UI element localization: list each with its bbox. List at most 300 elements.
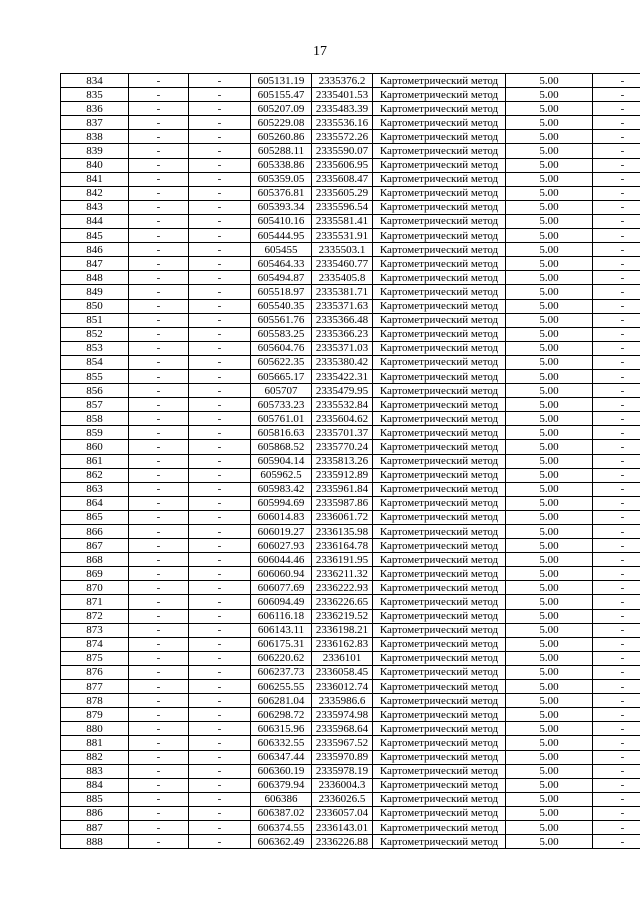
- table-row: [61, 496, 640, 510]
- point-number-cell: 883: [61, 764, 129, 778]
- method-cell: Картометрический метод: [373, 694, 506, 708]
- placeholder-cell-1: -: [129, 313, 189, 327]
- method-cell: Картометрический метод: [373, 144, 506, 158]
- table-row: [61, 271, 640, 285]
- placeholder-cell-1: -: [129, 327, 189, 341]
- coordinates-table: [60, 73, 640, 849]
- y-coordinate-cell: 2336162.83: [312, 637, 373, 651]
- accuracy-cell: 5.00: [506, 398, 593, 412]
- placeholder-cell-2: -: [189, 243, 251, 257]
- accuracy-cell: 5.00: [506, 116, 593, 130]
- placeholder-cell-2: -: [189, 158, 251, 172]
- table-row: [61, 214, 640, 228]
- point-number-cell: 866: [61, 525, 129, 539]
- method-cell: Картометрический метод: [373, 595, 506, 609]
- x-coordinate-cell: 605288.11: [251, 144, 312, 158]
- accuracy-cell: 5.00: [506, 792, 593, 806]
- method-cell: Картометрический метод: [373, 708, 506, 722]
- method-cell: Картометрический метод: [373, 581, 506, 595]
- placeholder-cell-2: -: [189, 412, 251, 426]
- x-coordinate-cell: 606175.31: [251, 637, 312, 651]
- placeholder-cell-1: -: [129, 539, 189, 553]
- accuracy-cell: 5.00: [506, 130, 593, 144]
- accuracy-cell: 5.00: [506, 722, 593, 736]
- table-row: [61, 398, 640, 412]
- y-coordinate-cell: 2335483.39: [312, 102, 373, 116]
- table-row: [61, 369, 640, 383]
- placeholder-cell-1: -: [129, 525, 189, 539]
- y-coordinate-cell: 2335596.54: [312, 200, 373, 214]
- y-coordinate-cell: 2335531.91: [312, 229, 373, 243]
- accuracy-cell: 5.00: [506, 257, 593, 271]
- point-number-cell: 840: [61, 158, 129, 172]
- table-row: [61, 778, 640, 792]
- method-cell: Картометрический метод: [373, 214, 506, 228]
- point-number-cell: 848: [61, 271, 129, 285]
- accuracy-cell: 5.00: [506, 835, 593, 849]
- x-coordinate-cell: 605207.09: [251, 102, 312, 116]
- table-row: [61, 468, 640, 482]
- point-number-cell: 839: [61, 144, 129, 158]
- placeholder-cell-3: -: [593, 426, 640, 440]
- method-cell: Картометрический метод: [373, 835, 506, 849]
- placeholder-cell-3: -: [593, 214, 640, 228]
- y-coordinate-cell: 2335604.62: [312, 412, 373, 426]
- x-coordinate-cell: 605359.05: [251, 172, 312, 186]
- method-cell: Картометрический метод: [373, 186, 506, 200]
- x-coordinate-cell: 605455: [251, 243, 312, 257]
- placeholder-cell-3: -: [593, 750, 640, 764]
- placeholder-cell-2: -: [189, 172, 251, 186]
- method-cell: Картометрический метод: [373, 680, 506, 694]
- y-coordinate-cell: 2336058.45: [312, 665, 373, 679]
- placeholder-cell-3: -: [593, 468, 640, 482]
- accuracy-cell: 5.00: [506, 806, 593, 820]
- placeholder-cell-1: -: [129, 581, 189, 595]
- placeholder-cell-3: -: [593, 454, 640, 468]
- y-coordinate-cell: 2336226.88: [312, 835, 373, 849]
- y-coordinate-cell: 2336219.52: [312, 609, 373, 623]
- placeholder-cell-3: -: [593, 172, 640, 186]
- placeholder-cell-3: -: [593, 130, 640, 144]
- placeholder-cell-1: -: [129, 835, 189, 849]
- method-cell: Картометрический метод: [373, 468, 506, 482]
- accuracy-cell: 5.00: [506, 510, 593, 524]
- placeholder-cell-3: -: [593, 722, 640, 736]
- placeholder-cell-2: -: [189, 313, 251, 327]
- x-coordinate-cell: 605994.69: [251, 496, 312, 510]
- placeholder-cell-1: -: [129, 426, 189, 440]
- y-coordinate-cell: 2336004.3: [312, 778, 373, 792]
- accuracy-cell: 5.00: [506, 651, 593, 665]
- method-cell: Картометрический метод: [373, 158, 506, 172]
- placeholder-cell-1: -: [129, 482, 189, 496]
- page-number: 17: [313, 44, 327, 59]
- placeholder-cell-1: -: [129, 680, 189, 694]
- table-row: [61, 412, 640, 426]
- table-row: [61, 525, 640, 539]
- y-coordinate-cell: 2335371.03: [312, 341, 373, 355]
- placeholder-cell-2: -: [189, 835, 251, 849]
- y-coordinate-cell: 2335974.98: [312, 708, 373, 722]
- point-number-cell: 871: [61, 595, 129, 609]
- x-coordinate-cell: 605444.95: [251, 229, 312, 243]
- point-number-cell: 870: [61, 581, 129, 595]
- x-coordinate-cell: 606362.49: [251, 835, 312, 849]
- placeholder-cell-2: -: [189, 539, 251, 553]
- point-number-cell: 836: [61, 102, 129, 116]
- method-cell: Картометрический метод: [373, 764, 506, 778]
- y-coordinate-cell: 2335581.41: [312, 214, 373, 228]
- accuracy-cell: 5.00: [506, 172, 593, 186]
- point-number-cell: 845: [61, 229, 129, 243]
- table-row: [61, 186, 640, 200]
- placeholder-cell-1: -: [129, 510, 189, 524]
- placeholder-cell-2: -: [189, 144, 251, 158]
- x-coordinate-cell: 605518.97: [251, 285, 312, 299]
- table-row: [61, 440, 640, 454]
- placeholder-cell-3: -: [593, 680, 640, 694]
- placeholder-cell-3: -: [593, 74, 640, 88]
- x-coordinate-cell: 605410.16: [251, 214, 312, 228]
- x-coordinate-cell: 605338.86: [251, 158, 312, 172]
- coordinates-table-body: [61, 74, 640, 849]
- table-row: [61, 299, 640, 313]
- x-coordinate-cell: 605155.47: [251, 88, 312, 102]
- point-number-cell: 841: [61, 172, 129, 186]
- y-coordinate-cell: 2335572.26: [312, 130, 373, 144]
- placeholder-cell-3: -: [593, 764, 640, 778]
- y-coordinate-cell: 2336057.04: [312, 806, 373, 820]
- y-coordinate-cell: 2335503.1: [312, 243, 373, 257]
- placeholder-cell-2: -: [189, 806, 251, 820]
- placeholder-cell-3: -: [593, 384, 640, 398]
- accuracy-cell: 5.00: [506, 567, 593, 581]
- table-row: [61, 581, 640, 595]
- x-coordinate-cell: 605583.25: [251, 327, 312, 341]
- x-coordinate-cell: 605131.19: [251, 74, 312, 88]
- table-row: [61, 285, 640, 299]
- accuracy-cell: 5.00: [506, 764, 593, 778]
- y-coordinate-cell: 2335405.8: [312, 271, 373, 285]
- placeholder-cell-2: -: [189, 665, 251, 679]
- placeholder-cell-2: -: [189, 468, 251, 482]
- placeholder-cell-2: -: [189, 355, 251, 369]
- placeholder-cell-3: -: [593, 271, 640, 285]
- x-coordinate-cell: 605464.33: [251, 257, 312, 271]
- x-coordinate-cell: 606332.55: [251, 736, 312, 750]
- y-coordinate-cell: 2335605.29: [312, 186, 373, 200]
- placeholder-cell-1: -: [129, 355, 189, 369]
- y-coordinate-cell: 2335967.52: [312, 736, 373, 750]
- placeholder-cell-1: -: [129, 74, 189, 88]
- accuracy-cell: 5.00: [506, 299, 593, 313]
- point-number-cell: 881: [61, 736, 129, 750]
- placeholder-cell-2: -: [189, 680, 251, 694]
- method-cell: Картометрический метод: [373, 750, 506, 764]
- table-row: [61, 243, 640, 257]
- placeholder-cell-1: -: [129, 144, 189, 158]
- point-number-cell: 859: [61, 426, 129, 440]
- x-coordinate-cell: 606281.04: [251, 694, 312, 708]
- table-row: [61, 116, 640, 130]
- placeholder-cell-2: -: [189, 369, 251, 383]
- placeholder-cell-2: -: [189, 88, 251, 102]
- point-number-cell: 885: [61, 792, 129, 806]
- method-cell: Картометрический метод: [373, 623, 506, 637]
- placeholder-cell-2: -: [189, 510, 251, 524]
- placeholder-cell-1: -: [129, 764, 189, 778]
- placeholder-cell-2: -: [189, 214, 251, 228]
- accuracy-cell: 5.00: [506, 595, 593, 609]
- placeholder-cell-2: -: [189, 764, 251, 778]
- point-number-cell: 863: [61, 482, 129, 496]
- placeholder-cell-3: -: [593, 525, 640, 539]
- accuracy-cell: 5.00: [506, 778, 593, 792]
- table-row: [61, 623, 640, 637]
- placeholder-cell-2: -: [189, 496, 251, 510]
- method-cell: Картометрический метод: [373, 412, 506, 426]
- placeholder-cell-1: -: [129, 595, 189, 609]
- table-row: [61, 172, 640, 186]
- placeholder-cell-2: -: [189, 525, 251, 539]
- placeholder-cell-3: -: [593, 398, 640, 412]
- placeholder-cell-3: -: [593, 736, 640, 750]
- y-coordinate-cell: 2336061.72: [312, 510, 373, 524]
- accuracy-cell: 5.00: [506, 243, 593, 257]
- method-cell: Картометрический метод: [373, 243, 506, 257]
- method-cell: Картометрический метод: [373, 820, 506, 834]
- point-number-cell: 853: [61, 341, 129, 355]
- placeholder-cell-2: -: [189, 609, 251, 623]
- placeholder-cell-1: -: [129, 116, 189, 130]
- point-number-cell: 888: [61, 835, 129, 849]
- y-coordinate-cell: 2335532.84: [312, 398, 373, 412]
- placeholder-cell-2: -: [189, 651, 251, 665]
- method-cell: Картометрический метод: [373, 299, 506, 313]
- placeholder-cell-2: -: [189, 327, 251, 341]
- point-number-cell: 878: [61, 694, 129, 708]
- y-coordinate-cell: 2335381.71: [312, 285, 373, 299]
- placeholder-cell-2: -: [189, 341, 251, 355]
- placeholder-cell-3: -: [593, 341, 640, 355]
- method-cell: Картометрический метод: [373, 130, 506, 144]
- placeholder-cell-3: -: [593, 567, 640, 581]
- placeholder-cell-3: -: [593, 820, 640, 834]
- method-cell: Картометрический метод: [373, 229, 506, 243]
- accuracy-cell: 5.00: [506, 694, 593, 708]
- y-coordinate-cell: 2336198.21: [312, 623, 373, 637]
- placeholder-cell-1: -: [129, 567, 189, 581]
- method-cell: Картометрический метод: [373, 257, 506, 271]
- table-row: [61, 722, 640, 736]
- table-row: [61, 257, 640, 271]
- placeholder-cell-1: -: [129, 553, 189, 567]
- placeholder-cell-3: -: [593, 116, 640, 130]
- x-coordinate-cell: 605868.52: [251, 440, 312, 454]
- placeholder-cell-3: -: [593, 440, 640, 454]
- accuracy-cell: 5.00: [506, 440, 593, 454]
- accuracy-cell: 5.00: [506, 553, 593, 567]
- y-coordinate-cell: 2335968.64: [312, 722, 373, 736]
- accuracy-cell: 5.00: [506, 468, 593, 482]
- point-number-cell: 872: [61, 609, 129, 623]
- y-coordinate-cell: 2336012.74: [312, 680, 373, 694]
- table-row: [61, 158, 640, 172]
- accuracy-cell: 5.00: [506, 680, 593, 694]
- table-row: [61, 835, 640, 849]
- point-number-cell: 880: [61, 722, 129, 736]
- y-coordinate-cell: 2336226.65: [312, 595, 373, 609]
- point-number-cell: 882: [61, 750, 129, 764]
- placeholder-cell-3: -: [593, 609, 640, 623]
- placeholder-cell-1: -: [129, 243, 189, 257]
- accuracy-cell: 5.00: [506, 665, 593, 679]
- method-cell: Картометрический метод: [373, 496, 506, 510]
- y-coordinate-cell: 2335371.63: [312, 299, 373, 313]
- method-cell: Картометрический метод: [373, 384, 506, 398]
- placeholder-cell-3: -: [593, 539, 640, 553]
- placeholder-cell-1: -: [129, 694, 189, 708]
- method-cell: Картометрический метод: [373, 355, 506, 369]
- table-row: [61, 229, 640, 243]
- y-coordinate-cell: 2335770.24: [312, 440, 373, 454]
- placeholder-cell-1: -: [129, 623, 189, 637]
- table-row: [61, 341, 640, 355]
- accuracy-cell: 5.00: [506, 229, 593, 243]
- x-coordinate-cell: 605393.34: [251, 200, 312, 214]
- x-coordinate-cell: 606374.55: [251, 820, 312, 834]
- accuracy-cell: 5.00: [506, 271, 593, 285]
- table-row: [61, 482, 640, 496]
- point-number-cell: 837: [61, 116, 129, 130]
- y-coordinate-cell: 2335606.95: [312, 158, 373, 172]
- placeholder-cell-1: -: [129, 637, 189, 651]
- placeholder-cell-3: -: [593, 257, 640, 271]
- placeholder-cell-2: -: [189, 581, 251, 595]
- accuracy-cell: 5.00: [506, 581, 593, 595]
- placeholder-cell-1: -: [129, 172, 189, 186]
- accuracy-cell: 5.00: [506, 482, 593, 496]
- x-coordinate-cell: 605707: [251, 384, 312, 398]
- placeholder-cell-1: -: [129, 454, 189, 468]
- point-number-cell: 873: [61, 623, 129, 637]
- accuracy-cell: 5.00: [506, 74, 593, 88]
- placeholder-cell-3: -: [593, 806, 640, 820]
- placeholder-cell-3: -: [593, 835, 640, 849]
- accuracy-cell: 5.00: [506, 102, 593, 116]
- accuracy-cell: 5.00: [506, 186, 593, 200]
- placeholder-cell-2: -: [189, 722, 251, 736]
- x-coordinate-cell: 605733.23: [251, 398, 312, 412]
- y-coordinate-cell: 2335970.89: [312, 750, 373, 764]
- placeholder-cell-2: -: [189, 482, 251, 496]
- method-cell: Картометрический метод: [373, 482, 506, 496]
- table-row: [61, 539, 640, 553]
- accuracy-cell: 5.00: [506, 214, 593, 228]
- placeholder-cell-2: -: [189, 792, 251, 806]
- placeholder-cell-1: -: [129, 214, 189, 228]
- table-row: [61, 426, 640, 440]
- table-row: [61, 694, 640, 708]
- point-number-cell: 851: [61, 313, 129, 327]
- table-row: [61, 384, 640, 398]
- method-cell: Картометрический метод: [373, 271, 506, 285]
- table-row: [61, 736, 640, 750]
- placeholder-cell-2: -: [189, 708, 251, 722]
- placeholder-cell-3: -: [593, 313, 640, 327]
- point-number-cell: 838: [61, 130, 129, 144]
- method-cell: Картометрический метод: [373, 539, 506, 553]
- placeholder-cell-3: -: [593, 778, 640, 792]
- point-number-cell: 876: [61, 665, 129, 679]
- y-coordinate-cell: 2336211.32: [312, 567, 373, 581]
- placeholder-cell-1: -: [129, 708, 189, 722]
- accuracy-cell: 5.00: [506, 313, 593, 327]
- x-coordinate-cell: 605229.08: [251, 116, 312, 130]
- placeholder-cell-1: -: [129, 88, 189, 102]
- placeholder-cell-2: -: [189, 102, 251, 116]
- method-cell: Картометрический метод: [373, 567, 506, 581]
- placeholder-cell-2: -: [189, 229, 251, 243]
- point-number-cell: 858: [61, 412, 129, 426]
- point-number-cell: 842: [61, 186, 129, 200]
- placeholder-cell-3: -: [593, 708, 640, 722]
- x-coordinate-cell: 606315.96: [251, 722, 312, 736]
- table-row: [61, 665, 640, 679]
- table-row: [61, 680, 640, 694]
- accuracy-cell: 5.00: [506, 820, 593, 834]
- placeholder-cell-3: -: [593, 581, 640, 595]
- y-coordinate-cell: 2335986.6: [312, 694, 373, 708]
- point-number-cell: 854: [61, 355, 129, 369]
- y-coordinate-cell: 2336101: [312, 651, 373, 665]
- table-row: [61, 651, 640, 665]
- table-row: [61, 820, 640, 834]
- table-row: [61, 806, 640, 820]
- point-number-cell: 867: [61, 539, 129, 553]
- y-coordinate-cell: 2335380.42: [312, 355, 373, 369]
- x-coordinate-cell: 606387.02: [251, 806, 312, 820]
- y-coordinate-cell: 2335961.84: [312, 482, 373, 496]
- method-cell: Картометрический метод: [373, 74, 506, 88]
- accuracy-cell: 5.00: [506, 200, 593, 214]
- placeholder-cell-1: -: [129, 285, 189, 299]
- accuracy-cell: 5.00: [506, 426, 593, 440]
- method-cell: Картометрический метод: [373, 722, 506, 736]
- placeholder-cell-1: -: [129, 440, 189, 454]
- placeholder-cell-2: -: [189, 736, 251, 750]
- method-cell: Картометрический метод: [373, 172, 506, 186]
- y-coordinate-cell: 2336191.95: [312, 553, 373, 567]
- y-coordinate-cell: 2335366.48: [312, 313, 373, 327]
- table-row: [61, 708, 640, 722]
- placeholder-cell-2: -: [189, 778, 251, 792]
- point-number-cell: 849: [61, 285, 129, 299]
- point-number-cell: 860: [61, 440, 129, 454]
- placeholder-cell-1: -: [129, 609, 189, 623]
- placeholder-cell-1: -: [129, 229, 189, 243]
- method-cell: Картометрический метод: [373, 313, 506, 327]
- accuracy-cell: 5.00: [506, 736, 593, 750]
- point-number-cell: 875: [61, 651, 129, 665]
- x-coordinate-cell: 606220.62: [251, 651, 312, 665]
- accuracy-cell: 5.00: [506, 341, 593, 355]
- placeholder-cell-2: -: [189, 553, 251, 567]
- placeholder-cell-1: -: [129, 665, 189, 679]
- placeholder-cell-1: -: [129, 130, 189, 144]
- method-cell: Картометрический метод: [373, 102, 506, 116]
